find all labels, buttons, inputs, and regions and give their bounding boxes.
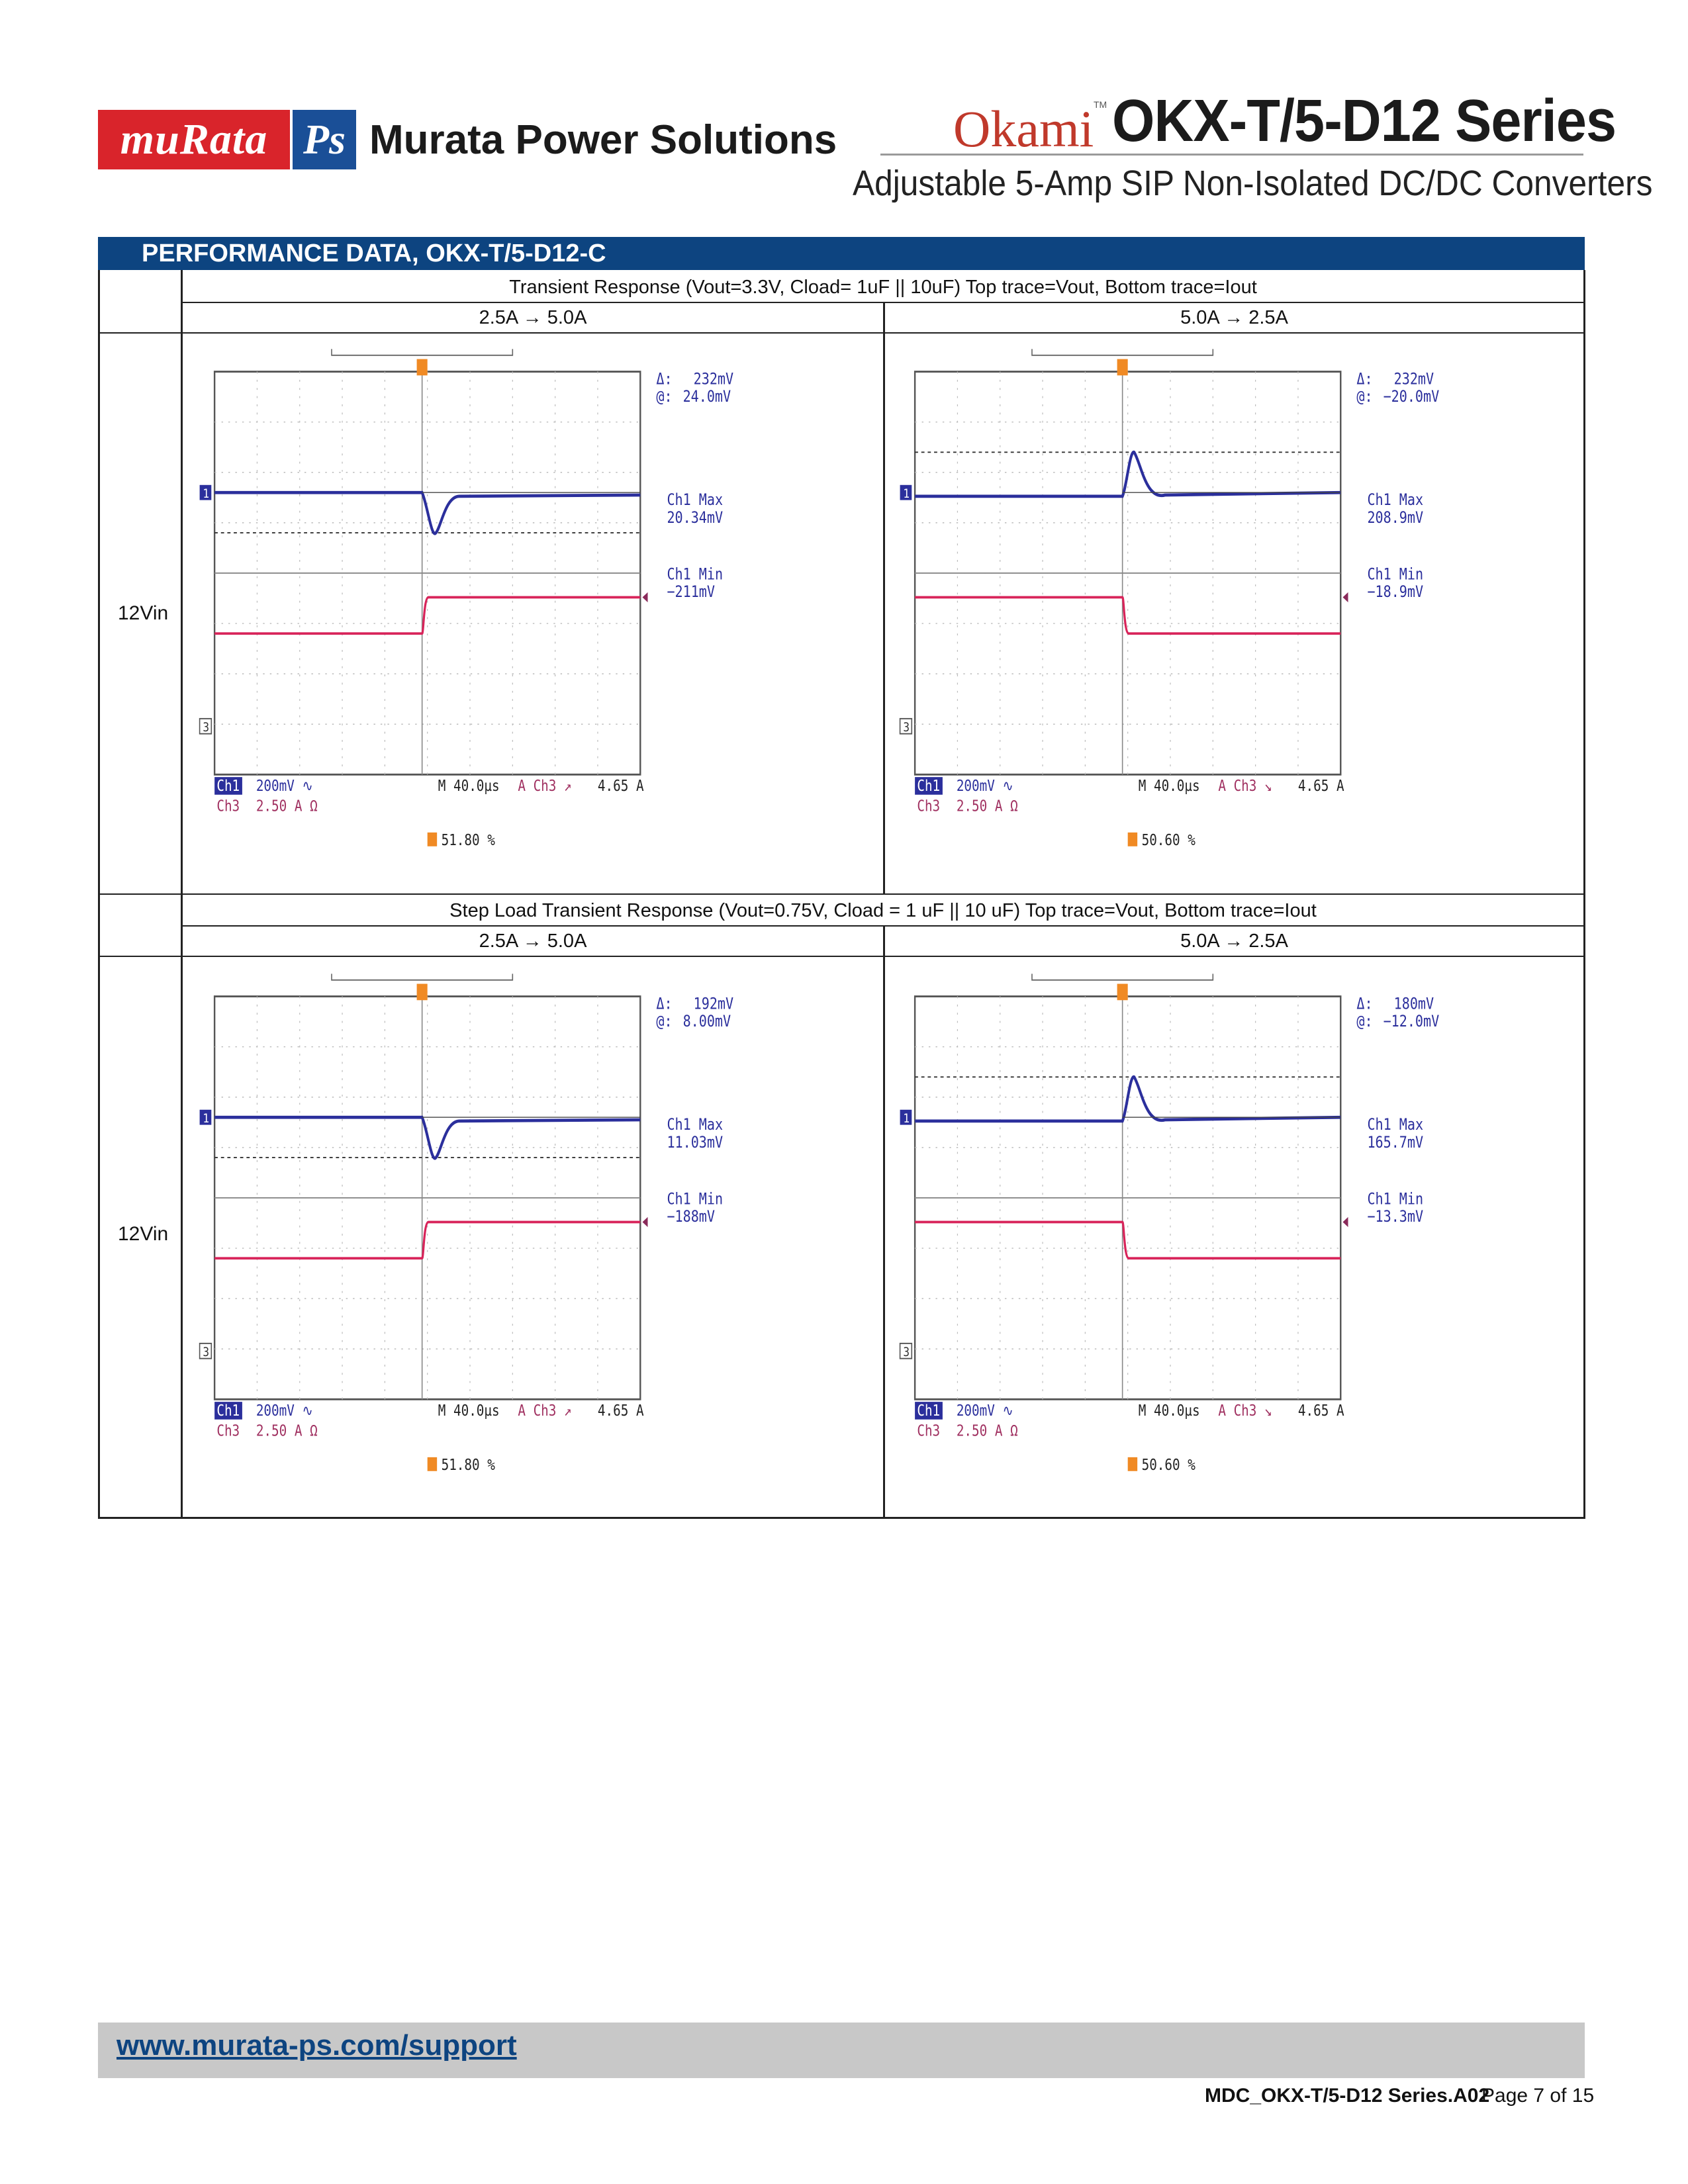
trigger-position: 51.80 % [441, 1455, 495, 1474]
ch1-min-label: Ch1 Min [667, 1190, 724, 1208]
ch1-badge-label: Ch1 [216, 776, 240, 795]
okami-brand-logo: Okami [953, 100, 1094, 158]
cursor-delta-value: 180mV [1393, 995, 1434, 1014]
ch1-min-value: −211mV [667, 583, 716, 602]
block-2-col-1-heading: 2.5A → 5.0A [479, 931, 587, 952]
trigger-level: 4.65 A [597, 1401, 644, 1420]
trigger-position: 50.60 % [1141, 831, 1196, 849]
trigger-level-marker [642, 592, 647, 602]
block-2-vin-label: 12Vin [118, 1223, 169, 1245]
ch1-ground-label: 1 [203, 1111, 210, 1126]
ch1-scale: 200mV ∿ [956, 776, 1013, 795]
timebase: M 40.0µs [1138, 1401, 1200, 1420]
ch1-max-value: 11.03mV [667, 1134, 724, 1152]
scope-capture-3 [199, 965, 741, 1481]
ch3-scale: 2.50 A Ω [256, 796, 318, 815]
ch1-badge-label: Ch1 [216, 1401, 240, 1420]
ch3-scale: 2.50 A Ω [956, 1421, 1018, 1439]
ch1-min-label: Ch1 Min [1367, 1190, 1424, 1208]
scope-capture-4 [899, 965, 1442, 1481]
trigger-position-marker [1117, 359, 1128, 376]
support-link[interactable]: www.murata-ps.com/support [117, 2029, 517, 2062]
ch1-max-label: Ch1 Max [1367, 491, 1424, 510]
ch1-scale: 200mV ∿ [956, 1401, 1013, 1420]
cursor-delta-value: 232mV [1393, 371, 1434, 389]
trigger-source: A Ch3 ↘ [1218, 1401, 1272, 1420]
trigger-level: 4.65 A [1297, 1401, 1344, 1420]
trigger-position-marker [417, 359, 428, 376]
ch1-scale: 200mV ∿ [256, 1401, 313, 1420]
trigger-pos-icon [1128, 1457, 1137, 1471]
record-bracket [1032, 349, 1213, 355]
ch3-ground-label: 3 [903, 720, 910, 735]
ps-logo: Ps [293, 110, 356, 169]
trigger-source: A Ch3 ↗ [518, 1401, 572, 1420]
ch1-min-value: −188mV [667, 1208, 716, 1226]
company-name: Murata Power Solutions [369, 117, 837, 163]
ch1-max-value: 208.9mV [1367, 509, 1424, 527]
ch3-label: Ch3 [917, 796, 941, 815]
trigger-level-marker [1342, 592, 1348, 602]
murata-logo: muRata [98, 110, 290, 169]
ch1-min-label: Ch1 Min [1367, 565, 1424, 584]
series-subtitle: Adjustable 5-Amp SIP Non-Isolated DC/DC Converters [853, 163, 1653, 203]
scope-capture-1 [199, 340, 741, 856]
block-2-caption: Step Load Transient Response (Vout=0.75V, Cload = 1 uF || 10 uF) Top trace=Vout, Bottom trace=Iout [449, 900, 1317, 921]
trigger-level-marker [642, 1217, 647, 1227]
trigger-pos-icon [428, 833, 437, 846]
page-number: Page 7 of 15 [1481, 2085, 1595, 2107]
ch3-ground-label: 3 [203, 720, 210, 735]
cursor-at-label: @: [1356, 388, 1373, 406]
cursor-at-value: 24.0mV [682, 388, 731, 406]
trigger-pos-icon [1128, 833, 1137, 846]
timebase: M 40.0µs [438, 1401, 500, 1420]
ch3-label: Ch3 [917, 1421, 941, 1439]
ch1-max-label: Ch1 Max [1367, 1116, 1424, 1134]
cursor-at-label: @: [1356, 1013, 1373, 1031]
block-1-caption: Transient Response (Vout=3.3V, Cload= 1uF || 10uF) Top trace=Vout, Bottom trace=Iout [509, 277, 1257, 298]
record-bracket [332, 974, 512, 980]
ch3-label: Ch3 [216, 796, 240, 815]
cursor-delta-value: 192mV [693, 995, 734, 1014]
ch1-ground-label: 1 [903, 486, 910, 502]
trigger-position-marker [417, 984, 428, 1001]
ch1-max-value: 20.34mV [667, 509, 724, 527]
timebase: M 40.0µs [438, 776, 500, 795]
trigger-pos-icon [428, 1457, 437, 1471]
ch1-min-label: Ch1 Min [667, 565, 724, 584]
ch3-ground-label: 3 [203, 1345, 210, 1360]
ch1-ground-label: 1 [903, 1111, 910, 1126]
block-2-col-2-heading: 5.0A → 2.5A [1180, 931, 1288, 952]
cursor-at-value: −12.0mV [1383, 1013, 1440, 1031]
trigger-source: A Ch3 ↘ [1218, 776, 1272, 795]
section-title: PERFORMANCE DATA, OKX-T/5-D12-C [142, 240, 606, 267]
ch1-max-value: 165.7mV [1367, 1134, 1424, 1152]
cursor-at-value: 8.00mV [682, 1013, 731, 1031]
document-id: MDC_OKX-T/5-D12 Series.A02 [1205, 2085, 1490, 2107]
cursor-delta-label: Δ: [656, 371, 673, 389]
cursor-at-label: @: [656, 1013, 673, 1031]
trademark-mark: TM [1094, 99, 1107, 110]
series-title: OKX-T/5-D12 Series [1112, 88, 1617, 154]
ch1-min-value: −13.3mV [1367, 1208, 1424, 1226]
timebase: M 40.0µs [1138, 776, 1200, 795]
block-1-col-2-heading: 5.0A → 2.5A [1180, 307, 1288, 328]
ch1-max-label: Ch1 Max [667, 491, 724, 510]
ch1-badge-label: Ch1 [917, 1401, 941, 1420]
ch1-scale: 200mV ∿ [256, 776, 313, 795]
cursor-delta-label: Δ: [656, 995, 673, 1014]
ch1-ground-label: 1 [203, 486, 210, 502]
ch1-max-label: Ch1 Max [667, 1116, 724, 1134]
cursor-delta-label: Δ: [1356, 995, 1373, 1014]
ch3-ground-label: 3 [903, 1345, 910, 1360]
ch1-badge-label: Ch1 [917, 776, 941, 795]
cursor-at-value: −20.0mV [1383, 388, 1440, 406]
ch1-min-value: −18.9mV [1367, 583, 1424, 602]
cursor-delta-label: Δ: [1356, 371, 1373, 389]
ch3-scale: 2.50 A Ω [256, 1421, 318, 1439]
trigger-source: A Ch3 ↗ [518, 776, 572, 795]
trigger-position-marker [1117, 984, 1128, 1001]
cursor-at-label: @: [656, 388, 673, 406]
record-bracket [1032, 974, 1213, 980]
trigger-level-marker [1342, 1217, 1348, 1227]
scope-capture-2 [899, 340, 1442, 856]
block-1-col-1-heading: 2.5A → 5.0A [479, 307, 587, 328]
record-bracket [332, 349, 512, 355]
ch3-scale: 2.50 A Ω [956, 796, 1018, 815]
trigger-position: 50.60 % [1141, 1455, 1196, 1474]
cursor-delta-value: 232mV [693, 371, 734, 389]
trigger-level: 4.65 A [597, 776, 644, 795]
trigger-position: 51.80 % [441, 831, 495, 849]
block-1-vin-label: 12Vin [118, 602, 169, 624]
ch3-label: Ch3 [216, 1421, 240, 1439]
trigger-level: 4.65 A [1297, 776, 1344, 795]
